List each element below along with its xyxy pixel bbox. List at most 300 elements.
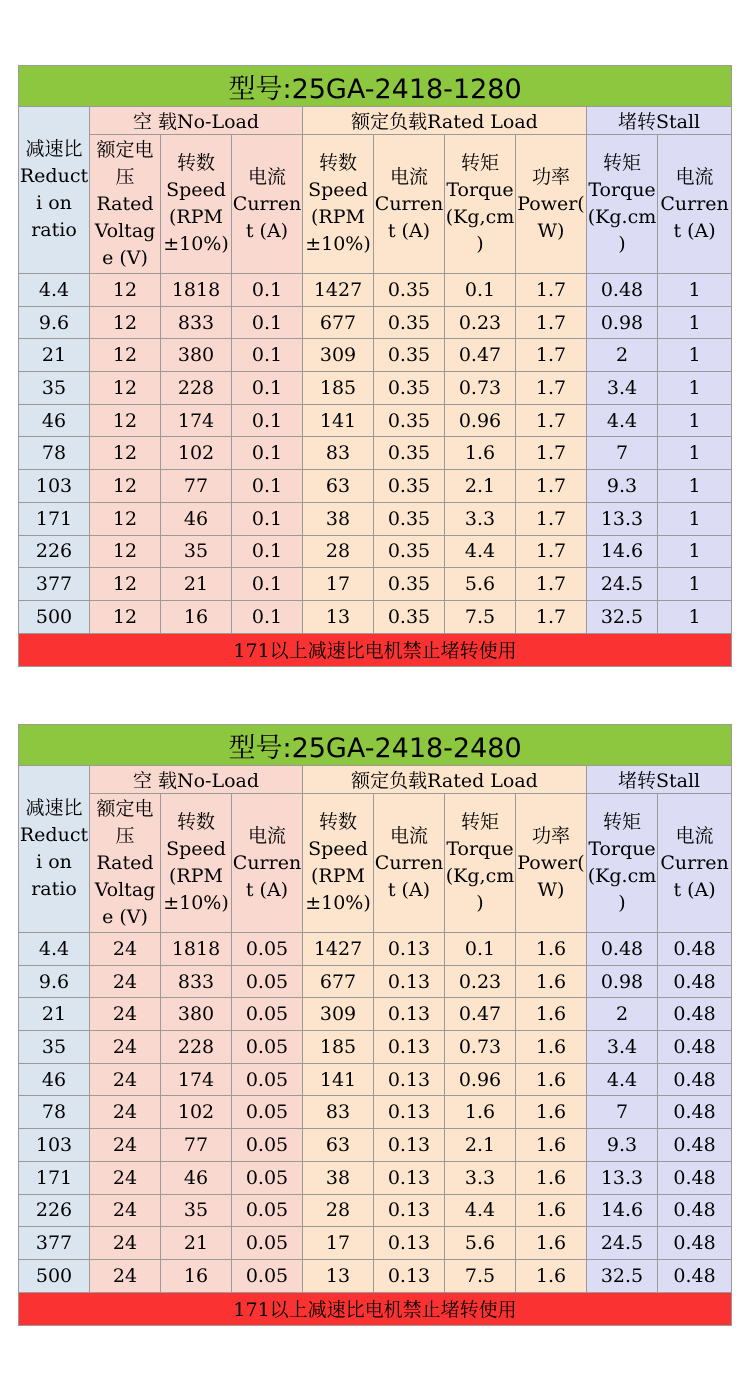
no-load-current-cell: 0.05 bbox=[232, 1227, 303, 1260]
rated-power-header bbox=[516, 135, 587, 274]
header-line: 电流 bbox=[675, 824, 714, 847]
rated-torque-cell: 4.4 bbox=[445, 1194, 516, 1227]
rated-torque-header bbox=[445, 135, 516, 274]
stall-current-cell: 0.48 bbox=[658, 998, 732, 1031]
rated-torque-cell: 2.1 bbox=[445, 470, 516, 503]
rated-speed-cell: 309 bbox=[303, 998, 374, 1031]
stall-torque-cell: 0.48 bbox=[587, 933, 658, 966]
rated-power-cell: 1.6 bbox=[516, 1096, 587, 1129]
no-load-speed-cell: 174 bbox=[161, 404, 232, 437]
rated-torque-cell: 0.47 bbox=[445, 339, 516, 372]
rated-current-cell: 0.13 bbox=[374, 1063, 445, 1096]
rated-voltage-cell: 24 bbox=[90, 1129, 161, 1162]
spec-table bbox=[18, 724, 732, 1326]
header-line: (RPM bbox=[169, 865, 223, 887]
no-load-speed-cell: 380 bbox=[161, 339, 232, 372]
stall-torque-cell: 24.5 bbox=[587, 568, 658, 601]
stall-torque-cell: 9.3 bbox=[587, 470, 658, 503]
rated-torque-cell: 0.73 bbox=[445, 372, 516, 405]
rated-power-cell: 1.6 bbox=[516, 1129, 587, 1162]
header-line: (Kg,cm bbox=[445, 206, 515, 228]
rated-voltage-cell: 24 bbox=[90, 1031, 161, 1064]
rated-power-cell: 1.7 bbox=[516, 404, 587, 437]
rated-speed-cell: 83 bbox=[303, 1096, 374, 1129]
no-load-voltage-header bbox=[90, 794, 161, 933]
rated-speed-cell: 13 bbox=[303, 1259, 374, 1292]
no-load-current-cell: 0.05 bbox=[232, 1063, 303, 1096]
rated-current-cell: 0.13 bbox=[374, 1129, 445, 1162]
header-line: ) bbox=[476, 892, 484, 914]
rated-current-cell: 0.35 bbox=[374, 568, 445, 601]
stall-torque-cell: 32.5 bbox=[587, 600, 658, 633]
header-line: Curren bbox=[232, 192, 302, 215]
rated-torque-cell: 5.6 bbox=[445, 1227, 516, 1260]
no-load-speed-cell: 77 bbox=[161, 470, 232, 503]
rated-power-cell: 1.6 bbox=[516, 1259, 587, 1292]
stall-torque-cell: 14.6 bbox=[587, 1194, 658, 1227]
rated-power-cell: 1.7 bbox=[516, 437, 587, 470]
header-line: Speed bbox=[308, 179, 368, 201]
header-line: Rated bbox=[96, 851, 154, 874]
header-line: ratio bbox=[31, 878, 77, 900]
rated-voltage-cell: 24 bbox=[90, 1063, 161, 1096]
header-line: Speed bbox=[308, 838, 368, 860]
rated-current-cell: 0.13 bbox=[374, 1161, 445, 1194]
rated-torque-cell: 3.3 bbox=[445, 502, 516, 535]
header-line: W) bbox=[537, 878, 565, 901]
rated-current-cell: 0.35 bbox=[374, 274, 445, 307]
no-load-current-cell: 0.05 bbox=[232, 1129, 303, 1162]
no-load-speed-cell: 174 bbox=[161, 1063, 232, 1096]
stall-torque-cell: 13.3 bbox=[587, 502, 658, 535]
no-load-speed-cell: 380 bbox=[161, 998, 232, 1031]
rated-torque-cell: 7.5 bbox=[445, 1259, 516, 1292]
stall-current-cell: 0.48 bbox=[658, 1096, 732, 1129]
header-line: 额定电 bbox=[96, 797, 154, 820]
no-load-current-cell: 0.1 bbox=[232, 470, 303, 503]
header-line: t (A) bbox=[245, 878, 289, 901]
table-row bbox=[19, 1259, 732, 1292]
group-no-load: 空 载No-Load bbox=[90, 107, 303, 135]
table-row bbox=[19, 1227, 732, 1260]
stall-current-cell: 0.48 bbox=[658, 933, 732, 966]
header-line: 电流 bbox=[247, 165, 286, 188]
rated-voltage-cell: 24 bbox=[90, 933, 161, 966]
header-line: 电流 bbox=[675, 165, 714, 188]
stall-current-cell: 1 bbox=[658, 306, 732, 339]
rated-current-cell: 0.35 bbox=[374, 339, 445, 372]
stall-torque-cell: 9.3 bbox=[587, 1129, 658, 1162]
no-load-speed-cell: 21 bbox=[161, 1227, 232, 1260]
rated-voltage-cell: 12 bbox=[90, 470, 161, 503]
reduction-ratio-cell: 226 bbox=[19, 1194, 90, 1227]
group-stall: 堵转Stall bbox=[587, 107, 732, 135]
no-load-speed-header bbox=[161, 135, 232, 274]
rated-speed-cell: 63 bbox=[303, 470, 374, 503]
stall-current-cell: 1 bbox=[658, 339, 732, 372]
rated-current-cell: 0.13 bbox=[374, 965, 445, 998]
no-load-current-cell: 0.05 bbox=[232, 965, 303, 998]
no-load-speed-cell: 16 bbox=[161, 600, 232, 633]
header-line: Curren bbox=[660, 192, 729, 215]
rated-speed-cell: 38 bbox=[303, 502, 374, 535]
no-load-speed-cell: 77 bbox=[161, 1129, 232, 1162]
header-line: Curren bbox=[660, 851, 729, 874]
stall-torque-cell: 4.4 bbox=[587, 1063, 658, 1096]
no-load-speed-cell: 1818 bbox=[161, 933, 232, 966]
stall-torque-cell: 3.4 bbox=[587, 372, 658, 405]
rated-current-cell: 0.35 bbox=[374, 535, 445, 568]
rated-current-cell: 0.13 bbox=[374, 1194, 445, 1227]
rated-current-cell: 0.13 bbox=[374, 1096, 445, 1129]
rated-voltage-cell: 12 bbox=[90, 437, 161, 470]
rated-power-cell: 1.6 bbox=[516, 998, 587, 1031]
rated-power-cell: 1.7 bbox=[516, 535, 587, 568]
header-line: (RPM bbox=[311, 206, 365, 228]
rated-speed-cell: 17 bbox=[303, 1227, 374, 1260]
header-line: Torque bbox=[588, 179, 656, 201]
header-line: 减速比 bbox=[25, 797, 83, 819]
rated-power-cell: 1.6 bbox=[516, 933, 587, 966]
table-row bbox=[19, 568, 732, 601]
rated-torque-cell: 0.23 bbox=[445, 965, 516, 998]
stall-torque-cell: 24.5 bbox=[587, 1227, 658, 1260]
rated-voltage-cell: 12 bbox=[90, 568, 161, 601]
header-line: (RPM bbox=[311, 865, 365, 887]
header-line: t (A) bbox=[387, 219, 431, 242]
stall-current-cell: 1 bbox=[658, 535, 732, 568]
stall-current-header bbox=[658, 794, 732, 933]
rated-current-cell: 0.35 bbox=[374, 372, 445, 405]
no-load-speed-cell: 833 bbox=[161, 306, 232, 339]
header-line: 转矩 bbox=[602, 152, 641, 174]
stall-current-cell: 0.48 bbox=[658, 1259, 732, 1292]
header-line: 减速比 bbox=[25, 138, 83, 160]
rated-speed-cell: 677 bbox=[303, 306, 374, 339]
header-line: (Kg.cm bbox=[587, 865, 657, 887]
no-load-current-cell: 0.1 bbox=[232, 372, 303, 405]
header-line: Curren bbox=[232, 851, 302, 874]
header-line: ) bbox=[476, 233, 484, 255]
rated-torque-cell: 0.96 bbox=[445, 404, 516, 437]
header-line: ±10%) bbox=[305, 892, 371, 914]
rated-current-cell: 0.35 bbox=[374, 502, 445, 535]
reduction-ratio-cell: 377 bbox=[19, 568, 90, 601]
spec-table-1 bbox=[18, 65, 731, 667]
rated-voltage-cell: 12 bbox=[90, 404, 161, 437]
rated-speed-cell: 677 bbox=[303, 965, 374, 998]
rated-speed-cell: 38 bbox=[303, 1161, 374, 1194]
rated-voltage-cell: 12 bbox=[90, 535, 161, 568]
stall-torque-cell: 7 bbox=[587, 1096, 658, 1129]
header-line: e (V) bbox=[102, 905, 148, 928]
no-load-speed-cell: 46 bbox=[161, 502, 232, 535]
no-load-speed-cell: 21 bbox=[161, 568, 232, 601]
stall-current-header bbox=[658, 135, 732, 274]
no-load-current-cell: 0.1 bbox=[232, 600, 303, 633]
header-line: 电流 bbox=[389, 824, 428, 847]
reduction-ratio-cell: 4.4 bbox=[19, 274, 90, 307]
reduction-ratio-cell: 46 bbox=[19, 404, 90, 437]
header-line: Reduct bbox=[19, 165, 89, 187]
no-load-speed-cell: 228 bbox=[161, 1031, 232, 1064]
ratio-header bbox=[19, 107, 90, 274]
table-row bbox=[19, 1096, 732, 1129]
table-row bbox=[19, 404, 732, 437]
header-line: Reduct bbox=[19, 824, 89, 846]
rated-speed-cell: 28 bbox=[303, 535, 374, 568]
table-row bbox=[19, 933, 732, 966]
header-line: 功率 bbox=[531, 165, 570, 188]
header-line: t (A) bbox=[673, 878, 716, 901]
header-line: Speed bbox=[166, 179, 226, 201]
rated-torque-cell: 0.96 bbox=[445, 1063, 516, 1096]
model-title: 型号:25GA-2418-2480 bbox=[19, 725, 732, 766]
header-line: 功率 bbox=[531, 824, 570, 847]
no-load-current-cell: 0.05 bbox=[232, 1096, 303, 1129]
rated-power-cell: 1.7 bbox=[516, 470, 587, 503]
rated-voltage-cell: 12 bbox=[90, 600, 161, 633]
rated-power-cell: 1.7 bbox=[516, 306, 587, 339]
header-line: i on bbox=[36, 851, 72, 873]
header-line: Rated bbox=[96, 192, 154, 215]
reduction-ratio-cell: 171 bbox=[19, 1161, 90, 1194]
table-row bbox=[19, 998, 732, 1031]
rated-current-cell: 0.35 bbox=[374, 404, 445, 437]
stall-warning: 171以上减速比电机禁止堵转使用 bbox=[19, 633, 732, 666]
rated-power-cell: 1.6 bbox=[516, 1063, 587, 1096]
header-line: Curren bbox=[374, 192, 444, 215]
header-line: 压 bbox=[115, 165, 135, 188]
no-load-current-cell: 0.1 bbox=[232, 339, 303, 372]
rated-speed-cell: 28 bbox=[303, 1194, 374, 1227]
no-load-speed-cell: 228 bbox=[161, 372, 232, 405]
no-load-speed-cell: 833 bbox=[161, 965, 232, 998]
rated-current-cell: 0.13 bbox=[374, 998, 445, 1031]
stall-current-cell: 0.48 bbox=[658, 1063, 732, 1096]
rated-torque-cell: 5.6 bbox=[445, 568, 516, 601]
header-line: ) bbox=[618, 892, 626, 914]
spec-table bbox=[18, 65, 732, 667]
header-line: ±10%) bbox=[163, 233, 229, 255]
rated-voltage-cell: 24 bbox=[90, 965, 161, 998]
header-line: t (A) bbox=[387, 878, 431, 901]
reduction-ratio-cell: 46 bbox=[19, 1063, 90, 1096]
stall-current-cell: 1 bbox=[658, 404, 732, 437]
reduction-ratio-cell: 9.6 bbox=[19, 306, 90, 339]
header-line: ±10%) bbox=[305, 233, 371, 255]
header-line: 转矩 bbox=[460, 811, 499, 833]
rated-current-cell: 0.13 bbox=[374, 1031, 445, 1064]
rated-power-cell: 1.6 bbox=[516, 1227, 587, 1260]
rated-voltage-cell: 12 bbox=[90, 274, 161, 307]
rated-speed-cell: 141 bbox=[303, 404, 374, 437]
rated-power-cell: 1.6 bbox=[516, 1194, 587, 1227]
rated-torque-cell: 0.73 bbox=[445, 1031, 516, 1064]
header-line: 额定电 bbox=[96, 138, 154, 161]
stall-torque-cell: 7 bbox=[587, 437, 658, 470]
rated-voltage-cell: 24 bbox=[90, 1227, 161, 1260]
header-line: i on bbox=[36, 192, 72, 214]
reduction-ratio-cell: 21 bbox=[19, 339, 90, 372]
no-load-speed-header bbox=[161, 794, 232, 933]
rated-voltage-cell: 24 bbox=[90, 1096, 161, 1129]
stall-current-cell: 0.48 bbox=[658, 1194, 732, 1227]
header-line: t (A) bbox=[673, 219, 716, 242]
rated-current-cell: 0.35 bbox=[374, 600, 445, 633]
header-line: Torque bbox=[446, 179, 514, 201]
rated-voltage-cell: 24 bbox=[90, 998, 161, 1031]
stall-current-cell: 1 bbox=[658, 470, 732, 503]
rated-torque-cell: 1.6 bbox=[445, 1096, 516, 1129]
rated-current-cell: 0.13 bbox=[374, 1259, 445, 1292]
rated-speed-cell: 1427 bbox=[303, 274, 374, 307]
header-line: 转数 bbox=[176, 152, 215, 174]
table-row bbox=[19, 965, 732, 998]
rated-speed-cell: 17 bbox=[303, 568, 374, 601]
group-rated-load: 额定负载Rated Load bbox=[303, 107, 587, 135]
no-load-current-cell: 0.1 bbox=[232, 568, 303, 601]
rated-voltage-cell: 12 bbox=[90, 372, 161, 405]
reduction-ratio-cell: 21 bbox=[19, 998, 90, 1031]
model-title: 型号:25GA-2418-1280 bbox=[19, 66, 732, 107]
rated-current-cell: 0.13 bbox=[374, 933, 445, 966]
table-row bbox=[19, 1194, 732, 1227]
stall-current-cell: 1 bbox=[658, 568, 732, 601]
stall-current-cell: 0.48 bbox=[658, 965, 732, 998]
rated-torque-header bbox=[445, 794, 516, 933]
reduction-ratio-cell: 35 bbox=[19, 1031, 90, 1064]
no-load-current-cell: 0.05 bbox=[232, 1259, 303, 1292]
no-load-speed-cell: 46 bbox=[161, 1161, 232, 1194]
reduction-ratio-cell: 226 bbox=[19, 535, 90, 568]
header-line: 电流 bbox=[247, 824, 286, 847]
stall-torque-cell: 32.5 bbox=[587, 1259, 658, 1292]
header-line: 转数 bbox=[318, 152, 357, 174]
no-load-speed-cell: 16 bbox=[161, 1259, 232, 1292]
reduction-ratio-cell: 4.4 bbox=[19, 933, 90, 966]
rated-speed-header bbox=[303, 794, 374, 933]
rated-speed-cell: 63 bbox=[303, 1129, 374, 1162]
header-line: ±10%) bbox=[163, 892, 229, 914]
no-load-current-cell: 0.05 bbox=[232, 998, 303, 1031]
header-line: e (V) bbox=[102, 246, 148, 269]
stall-torque-cell: 14.6 bbox=[587, 535, 658, 568]
spec-table-2 bbox=[18, 724, 731, 1326]
no-load-current-cell: 0.1 bbox=[232, 274, 303, 307]
table-row bbox=[19, 372, 732, 405]
rated-power-cell: 1.6 bbox=[516, 1031, 587, 1064]
stall-torque-cell: 4.4 bbox=[587, 404, 658, 437]
header-line: ) bbox=[618, 233, 626, 255]
header-line: Voltag bbox=[94, 878, 156, 901]
rated-voltage-cell: 24 bbox=[90, 1194, 161, 1227]
no-load-speed-cell: 35 bbox=[161, 1194, 232, 1227]
reduction-ratio-cell: 377 bbox=[19, 1227, 90, 1260]
table-row bbox=[19, 600, 732, 633]
no-load-current-cell: 0.1 bbox=[232, 502, 303, 535]
rated-power-cell: 1.7 bbox=[516, 339, 587, 372]
header-line: Power( bbox=[517, 192, 585, 215]
table-row bbox=[19, 1129, 732, 1162]
rated-voltage-cell: 12 bbox=[90, 306, 161, 339]
stall-current-cell: 0.48 bbox=[658, 1227, 732, 1260]
reduction-ratio-cell: 103 bbox=[19, 470, 90, 503]
header-line: (RPM bbox=[169, 206, 223, 228]
stall-torque-cell: 2 bbox=[587, 339, 658, 372]
rated-power-cell: 1.7 bbox=[516, 372, 587, 405]
stall-current-cell: 0.48 bbox=[658, 1031, 732, 1064]
reduction-ratio-cell: 103 bbox=[19, 1129, 90, 1162]
no-load-current-cell: 0.05 bbox=[232, 933, 303, 966]
rated-torque-cell: 2.1 bbox=[445, 1129, 516, 1162]
group-rated-load: 额定负载Rated Load bbox=[303, 766, 587, 794]
rated-voltage-cell: 24 bbox=[90, 1259, 161, 1292]
header-line: 转数 bbox=[318, 811, 357, 833]
stall-warning: 171以上减速比电机禁止堵转使用 bbox=[19, 1292, 732, 1325]
reduction-ratio-cell: 171 bbox=[19, 502, 90, 535]
header-line: ratio bbox=[31, 219, 77, 241]
reduction-ratio-cell: 78 bbox=[19, 437, 90, 470]
header-line: Power( bbox=[517, 851, 585, 874]
header-line: Curren bbox=[374, 851, 444, 874]
header-line: 转数 bbox=[176, 811, 215, 833]
rated-torque-cell: 3.3 bbox=[445, 1161, 516, 1194]
table-row bbox=[19, 306, 732, 339]
rated-torque-cell: 0.47 bbox=[445, 998, 516, 1031]
table-row bbox=[19, 1161, 732, 1194]
stall-current-cell: 1 bbox=[658, 437, 732, 470]
table-row bbox=[19, 339, 732, 372]
rated-speed-cell: 141 bbox=[303, 1063, 374, 1096]
header-line: 转矩 bbox=[460, 152, 499, 174]
no-load-current-cell: 0.05 bbox=[232, 1161, 303, 1194]
stall-torque-cell: 3.4 bbox=[587, 1031, 658, 1064]
header-line: Voltag bbox=[94, 219, 156, 242]
no-load-speed-cell: 102 bbox=[161, 1096, 232, 1129]
table-row bbox=[19, 437, 732, 470]
rated-speed-cell: 83 bbox=[303, 437, 374, 470]
rated-torque-cell: 7.5 bbox=[445, 600, 516, 633]
rated-torque-cell: 0.1 bbox=[445, 274, 516, 307]
rated-power-cell: 1.7 bbox=[516, 600, 587, 633]
rated-speed-cell: 309 bbox=[303, 339, 374, 372]
rated-torque-cell: 0.1 bbox=[445, 933, 516, 966]
rated-torque-cell: 0.23 bbox=[445, 306, 516, 339]
reduction-ratio-cell: 35 bbox=[19, 372, 90, 405]
reduction-ratio-cell: 78 bbox=[19, 1096, 90, 1129]
no-load-current-cell: 0.1 bbox=[232, 404, 303, 437]
table-row bbox=[19, 1063, 732, 1096]
stall-torque-cell: 13.3 bbox=[587, 1161, 658, 1194]
stall-current-cell: 1 bbox=[658, 372, 732, 405]
no-load-voltage-header bbox=[90, 135, 161, 274]
header-line: 电流 bbox=[389, 165, 428, 188]
stall-current-cell: 0.48 bbox=[658, 1161, 732, 1194]
rated-speed-cell: 185 bbox=[303, 1031, 374, 1064]
header-line: (Kg.cm bbox=[587, 206, 657, 228]
table-row bbox=[19, 1031, 732, 1064]
rated-torque-cell: 1.6 bbox=[445, 437, 516, 470]
header-line: Speed bbox=[166, 838, 226, 860]
rated-power-header bbox=[516, 794, 587, 933]
header-line: 压 bbox=[115, 824, 135, 847]
header-line: Torque bbox=[588, 838, 656, 860]
rated-speed-cell: 185 bbox=[303, 372, 374, 405]
rated-current-cell: 0.13 bbox=[374, 1227, 445, 1260]
stall-current-cell: 1 bbox=[658, 502, 732, 535]
table-row bbox=[19, 502, 732, 535]
